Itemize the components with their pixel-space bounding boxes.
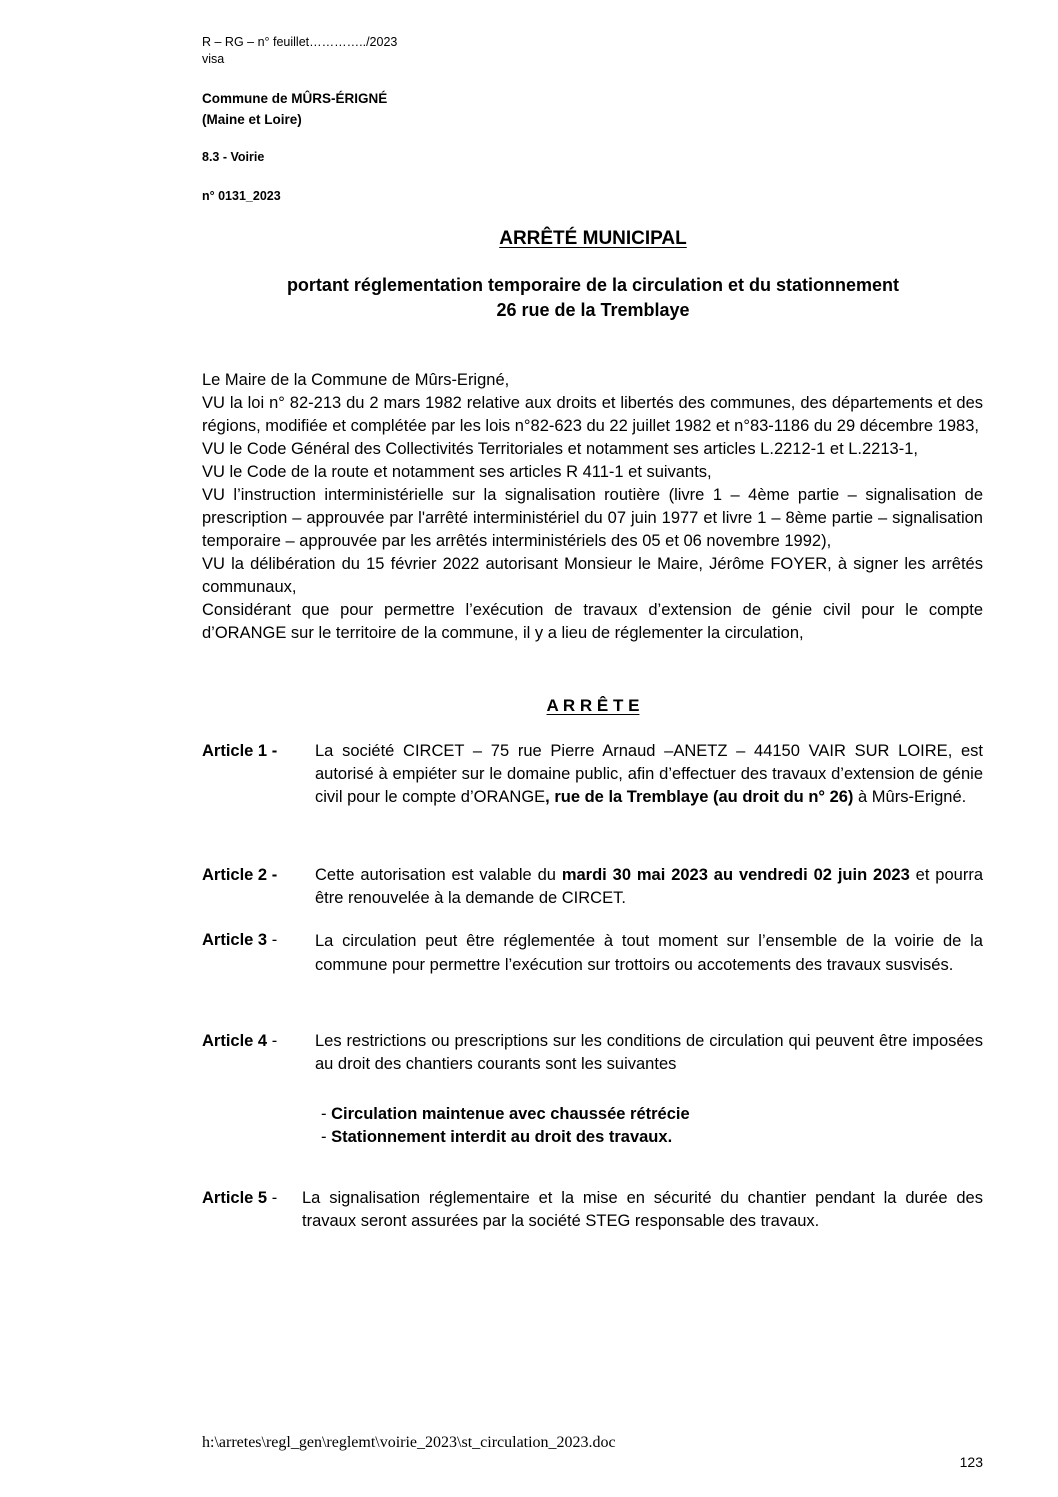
- preamble-line: VU le Code Général des Collectivités Territoriales et notamment ses articles L.2212-1 et L.2213-1,: [202, 440, 918, 458]
- article-5-label-text: Article 5: [202, 1189, 268, 1207]
- list-item: - Circulation maintenue avec chaussée rétrécie: [321, 1105, 690, 1123]
- page-number: 123: [959, 1454, 983, 1470]
- arrete-heading: [0, 696, 1058, 716]
- article-2-text: [315, 864, 983, 910]
- list-item-text: Stationnement interdit au droit des travaux.: [331, 1128, 673, 1146]
- file-path: h:\arretes\regl_gen\reglemt\voirie_2023\st_circulation_2023.doc: [202, 1434, 616, 1451]
- list-item-text: Circulation maintenue avec chaussée rétrécie: [331, 1105, 690, 1123]
- article-4-dash: -: [267, 1032, 278, 1050]
- article-1-text: [315, 740, 983, 809]
- page-subtitle: [0, 273, 1058, 323]
- article-2-text-start: Cette autorisation est valable du: [315, 866, 562, 884]
- category-label: 8.3 - Voirie: [202, 150, 265, 164]
- page-title: [0, 228, 1058, 250]
- preamble: [202, 369, 983, 645]
- preamble-line: Le Maire de la Commune de Mûrs-Erigné,: [202, 371, 510, 389]
- decree-number: n° 0131_2023: [202, 189, 281, 203]
- article-5-label: [202, 1187, 277, 1210]
- article-5-text: La signalisation réglementaire et la mise en sécurité du chantier pendant la durée des travaux seront assurées par la société STEG responsable des travaux.: [302, 1189, 983, 1230]
- preamble-line: VU la loi n° 82-213 du 2 mars 1982 relative aux droits et libertés des communes, des départements et des régions, modifiée et complétée par les lois n°82-623 du 22 juillet 1982 et n°83-1186 du 29 décembre 1983,: [202, 394, 983, 435]
- article-4-text: Les restrictions ou prescriptions sur les conditions de circulation qui peuvent être imposées au droit des chantiers courants sont les suivantes: [315, 1032, 983, 1073]
- article-2-text-end: et pourra être renouvelée à la demande de CIRCET.: [315, 866, 983, 907]
- preamble-line: VU l’instruction interministérielle sur la signalisation routière (livre 1 – 4ème partie – signalisation de prescription – approuvée par l'arrêté interministériel du 07 juin 1977 et livre 1 – 8ème partie – signalisation temporaire – approuvée par les arrêtés interministériels des 05 et 06 novembre 1992),: [202, 486, 983, 550]
- article-1-text-start: La société CIRCET – 75 rue Pierre Arnaud –ANETZ – 44150 VAIR SUR LOIRE, est autorisé à empiéter sur le domaine public, afin d’effectuer des travaux d’extension de génie civil pour le compte d’ORANGE: [315, 742, 983, 806]
- arrete-heading-text: A R R Ê T E: [546, 696, 640, 715]
- article-1-location: , rue de la Tremblaye (au droit du n° 26): [545, 788, 854, 806]
- visa-label: visa: [202, 52, 225, 66]
- article-2-dates: mardi 30 mai 2023 au vendredi 02 juin 2023: [561, 866, 910, 884]
- subtitle-line-2: 26 rue de la Tremblaye: [496, 300, 690, 320]
- article-3-label-text: Article 3: [202, 931, 268, 949]
- subtitle-line-1: portant réglementation temporaire de la circulation et du stationnement: [286, 275, 900, 295]
- article-1-text-end: à Mûrs-Erigné.: [853, 788, 967, 806]
- article-5-dash: -: [267, 1189, 278, 1207]
- article-4-label-text: Article 4: [202, 1032, 268, 1050]
- department-name: (Maine et Loire): [202, 112, 302, 127]
- commune-name: Commune de MÛRS-ÉRIGNÉ: [202, 91, 388, 106]
- list-item: - Stationnement interdit au droit des travaux.: [321, 1128, 673, 1146]
- preamble-line: VU la délibération du 15 février 2022 autorisant Monsieur le Maire, Jérôme FOYER, à signer les arrêtés communaux,: [202, 555, 983, 596]
- article-1-label: Article 1 -: [202, 742, 278, 760]
- article-3-dash: -: [267, 931, 278, 949]
- article-3-text: La circulation peut être réglementée à tout moment sur l’ensemble de la voirie de la commune pour permettre l’exécution sur trottoirs ou accotements des travaux susvisés.: [315, 932, 983, 974]
- preamble-line: Considérant que pour permettre l’exécution de travaux d’extension de génie civil pour le compte d’ORANGE sur le territoire de la commune, il y a lieu de réglementer la circulation,: [202, 601, 983, 642]
- preamble-line: VU le Code de la route et notamment ses articles R 411-1 et suivants,: [202, 463, 712, 481]
- article-2-label: Article 2 -: [202, 866, 278, 884]
- reference-line: R – RG – n° feuillet…………../2023: [202, 35, 398, 49]
- article-4-label: [202, 1030, 277, 1053]
- page-title-text: ARRÊTÉ MUNICIPAL: [499, 228, 687, 249]
- article-4-list: [321, 1103, 921, 1149]
- article-3-label: [202, 929, 277, 952]
